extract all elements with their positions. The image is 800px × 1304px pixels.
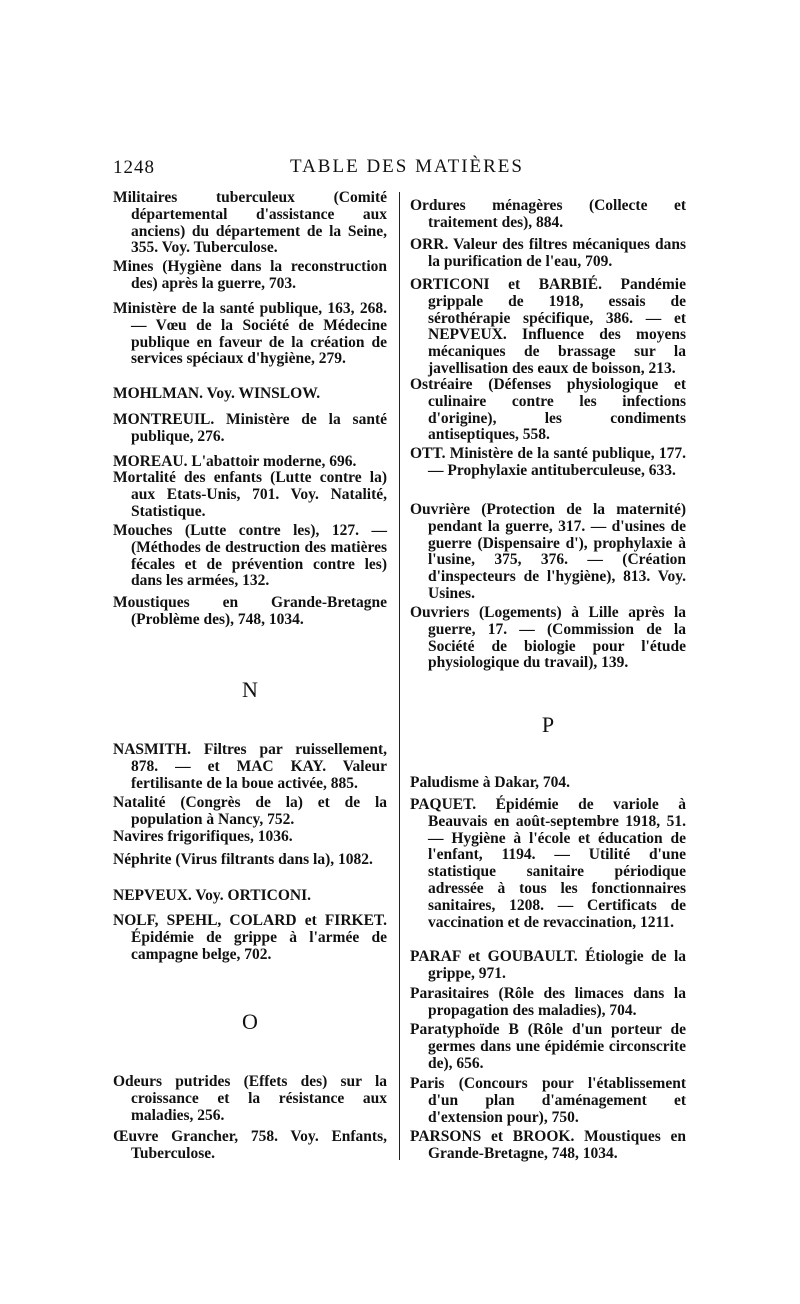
right-column xyxy=(410,0,686,1304)
index-entry: PARAF et GOUBAULT. Étiologie de la grippe, 971. xyxy=(410,948,686,982)
index-entry: Ministère de la santé publique, 163, 268. — Vœu de la Société de Médecine publique en faveur de la création de services spéciaux d'hygiène, 279. xyxy=(113,300,387,368)
index-entry: Odeurs putrides (Effets des) sur la croissance et la résistance aux maladies, 256. xyxy=(113,1073,387,1124)
index-entry: Moustiques en Grande-Bretagne (Problème des), 748, 1034. xyxy=(113,594,387,628)
index-entry: Paratyphoïde B (Rôle d'un porteur de germes dans une épidémie circonscrite de), 656. xyxy=(410,1021,686,1072)
index-entry: MOHLMAN. Voy. WINSLOW. xyxy=(113,385,321,402)
left-column xyxy=(113,0,387,1304)
index-entry: Parasitaires (Rôle des limaces dans la propagation des maladies), 704. xyxy=(410,985,686,1019)
index-entry: Mouches (Lutte contre les), 127. — (Méthodes de destruction des matières fécales et de prévention contre les) dans les armées, 132. xyxy=(113,522,387,590)
running-head: TABLE DES MATIÈRES xyxy=(290,156,524,177)
index-entry: MOREAU. L'abattoir moderne, 696. xyxy=(113,453,357,470)
index-entry: Ouvrière (Protection de la maternité) pendant la guerre, 317. — d'usines de guerre (Dispensaire d'), prophylaxie à l'usine, 375, 376. — (Création d'inspecteurs de l'hygiène), 813. Voy. Usines. xyxy=(410,501,686,602)
index-entry: NEPVEUX. Voy. ORTICONI. xyxy=(113,887,311,904)
index-entry: Ouvriers (Logements) à Lille après la guerre, 17. — (Commission de la Société de biologie pour l'étude physiologique du travail), 139. xyxy=(410,604,686,672)
index-entry: Navires frigorifiques, 1036. xyxy=(113,828,293,845)
index-entry: MONTREUIL. Ministère de la santé publique, 276. xyxy=(113,411,387,445)
section-letter-p: P xyxy=(541,712,555,737)
index-entry: Mines (Hygiène dans la reconstruction des) après la guerre, 703. xyxy=(113,258,387,292)
index-entry: Natalité (Congrès de la) et de la population à Nancy, 752. xyxy=(113,794,387,828)
index-entry: Mortalité des enfants (Lutte contre la) aux Etats-Unis, 701. Voy. Natalité, Statistique. xyxy=(113,469,387,520)
index-entry: Ordures ménagères (Collecte et traitement des), 884. xyxy=(410,197,686,231)
index-entry: Paludisme à Dakar, 704. xyxy=(410,774,571,791)
index-entry: NOLF, SPEHL, COLARD et FIRKET. Épidémie de grippe à l'armée de campagne belge, 702. xyxy=(113,912,387,963)
index-entry: Militaires tuberculeux (Comité départemental d'assistance aux anciens) du département de la Seine, 355. Voy. Tuberculose. xyxy=(113,189,387,257)
column-divider xyxy=(399,192,400,1160)
index-entry: Néphrite (Virus filtrants dans la), 1082. xyxy=(113,851,373,868)
page-number: 1248 xyxy=(113,157,155,178)
section-letter-o: O xyxy=(242,1009,258,1034)
index-entry: Œuvre Grancher, 758. Voy. Enfants, Tuberculose. xyxy=(113,1128,387,1162)
index-entry: PAQUET. Épidémie de variole à Beauvais en août-septembre 1918, 51. — Hygiène à l'école et éducation de l'enfant, 1194. — Utilité d'une statistique sanitaire périodique adressée à tous les fonctionnaires sanitaires, 1208. — Certificats de vaccination et de revaccination, 1211. xyxy=(410,796,686,931)
section-letter-n: N xyxy=(242,677,258,702)
index-entry: ORR. Valeur des filtres mécaniques dans la purification de l'eau, 709. xyxy=(410,236,686,270)
index-entry: ORTICONI et BARBIÉ. Pandémie grippale de 1918, essais de sérothérapie spécifique, 386. — et NEPVEUX. Influence des moyens mécaniques de brassage sur la javellisation des eaux de boisson, 213. xyxy=(410,276,686,377)
index-entry: Ostréaire (Défenses physiologique et culinaire contre les infections d'origine), les condiments antiseptiques, 558. xyxy=(410,376,686,444)
index-entry: Paris (Concours pour l'établissement d'un plan d'aménagement et d'extension pour), 750. xyxy=(410,1075,686,1126)
index-entry: NASMITH. Filtres par ruissellement, 878. — et MAC KAY. Valeur fertilisante de la boue activée, 885. xyxy=(113,741,387,792)
index-entry: OTT. Ministère de la santé publique, 177. — Prophylaxie antituberculeuse, 633. xyxy=(410,445,686,479)
index-entry: PARSONS et BROOK. Moustiques en Grande-Bretagne, 748, 1034. xyxy=(410,1128,686,1162)
